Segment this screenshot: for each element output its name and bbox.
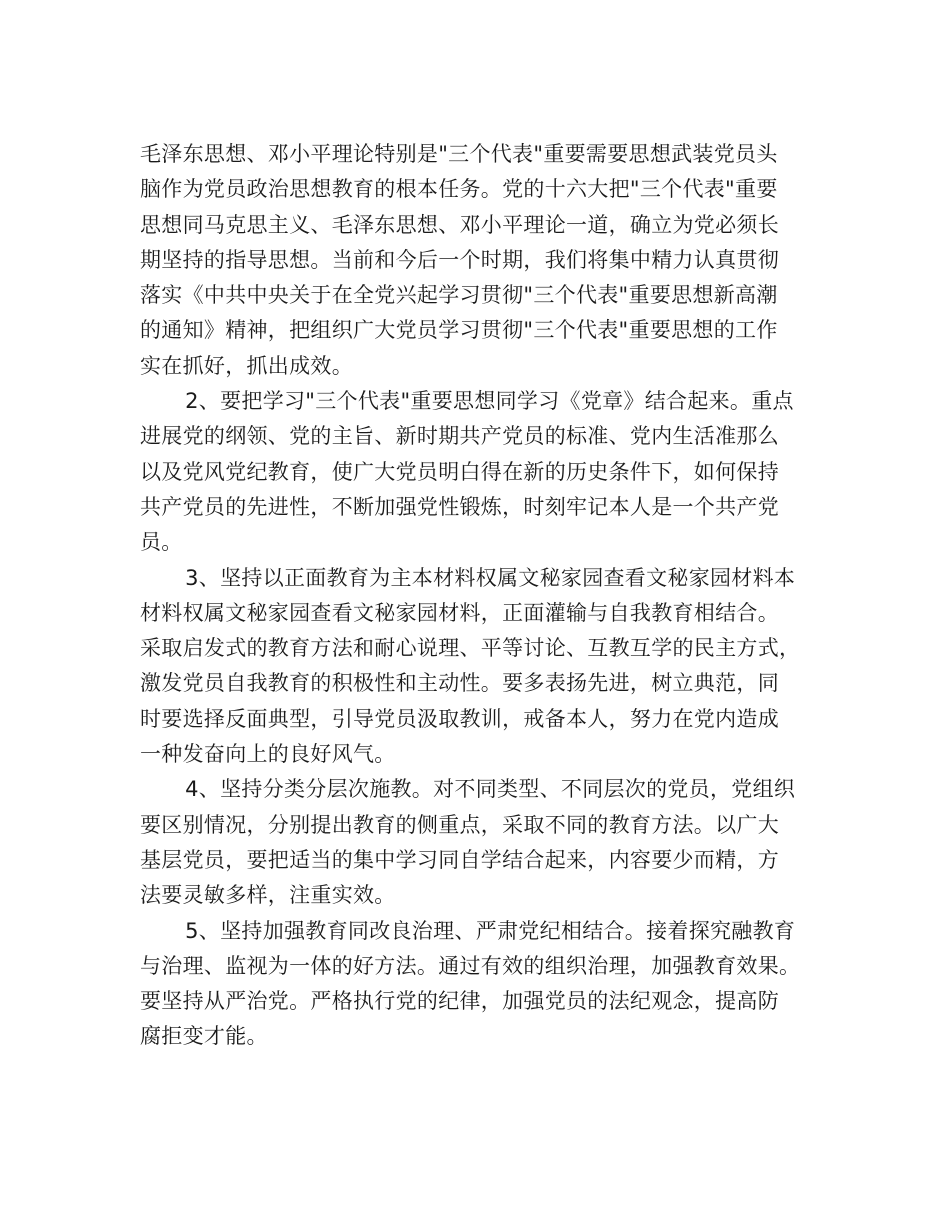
text-line: 期坚持的指导思想。当前和今后一个时期，我们将集中精力认真贯彻 bbox=[140, 247, 779, 272]
paragraph-2 bbox=[140, 384, 830, 560]
paragraph-1 bbox=[140, 137, 830, 384]
text-line: 激发党员自我教育的积极性和主动性。要多表扬先进，树立典范，同 bbox=[140, 671, 779, 696]
text-line: 时要选择反面典型，引导党员汲取教训，戒备本人，努力在党内造成 bbox=[140, 706, 779, 731]
text-line: 与治理、监视为一体的好方法。通过有效的组织治理，加强教育效果。 bbox=[140, 953, 801, 978]
text-line: 2、要把学习"三个代表"重要思想同学习《党章》结合起来。重点 bbox=[185, 389, 794, 414]
text-line: 基层党员，要把适当的集中学习同自学结合起来，内容要少而精，方 bbox=[140, 847, 779, 872]
text-line: 法要灵敏多样，注重实效。 bbox=[140, 883, 396, 908]
document-body bbox=[140, 137, 830, 1055]
text-line: 毛泽东思想、邓小平理论特别是"三个代表"重要需要思想武装党员头 bbox=[140, 142, 778, 166]
paragraph-5 bbox=[140, 914, 830, 1055]
text-line: 以及党风党纪教育，使广大党员明白得在新的历史条件下，如何保持 bbox=[140, 459, 779, 484]
text-line: 一种发奋向上的良好风气。 bbox=[140, 742, 396, 767]
text-line: 进展党的纲领、党的主旨、新时期共产党员的标准、党内生活准那么 bbox=[140, 424, 779, 449]
paragraph-3 bbox=[140, 561, 830, 773]
text-line: 思想同马克思主义、毛泽东思想、邓小平理论一道，确立为党必须长 bbox=[140, 212, 779, 237]
paragraph-4 bbox=[140, 772, 830, 913]
text-line: 的通知》精神，把组织广大党员学习贯彻"三个代表"重要思想的工作 bbox=[140, 318, 778, 343]
text-line: 员。 bbox=[140, 530, 183, 555]
text-line: 腐拒变才能。 bbox=[140, 1024, 268, 1049]
text-line: 材料权属文秘家园查看文秘家园材料，正面灌输与自我教育相结合。 bbox=[140, 600, 779, 625]
text-line: 落实《中共中央关于在全党兴起学习贯彻"三个代表"重要思想新高潮 bbox=[140, 283, 778, 308]
text-line: 要坚持从严治党。严格执行党的纪律，加强党员的法纪观念，提高防 bbox=[140, 989, 779, 1014]
text-line: 采取启发式的教育方法和耐心说理、平等讨论、互教互学的民主方式， bbox=[140, 636, 801, 661]
text-line: 脑作为党员政治思想教育的根本任务。党的十六大把"三个代表"重要 bbox=[140, 177, 778, 202]
text-line: 4、坚持分类分层次施教。对不同类型、不同层次的党员，党组织 bbox=[185, 777, 796, 802]
text-line: 3、坚持以正面教育为主本材料权属文秘家园查看文秘家园材料本 bbox=[185, 565, 796, 590]
text-line: 共产党员的先进性，不断加强党性锻炼，时刻牢记本人是一个共产党 bbox=[140, 494, 779, 519]
text-line: 要区别情况，分别提出教育的侧重点，采取不同的教育方法。以广大 bbox=[140, 812, 779, 837]
text-line: 实在抓好，抓出成效。 bbox=[140, 353, 353, 378]
text-line: 5、坚持加强教育同改良治理、严肃党纪相结合。接着探究融教育 bbox=[185, 918, 796, 943]
